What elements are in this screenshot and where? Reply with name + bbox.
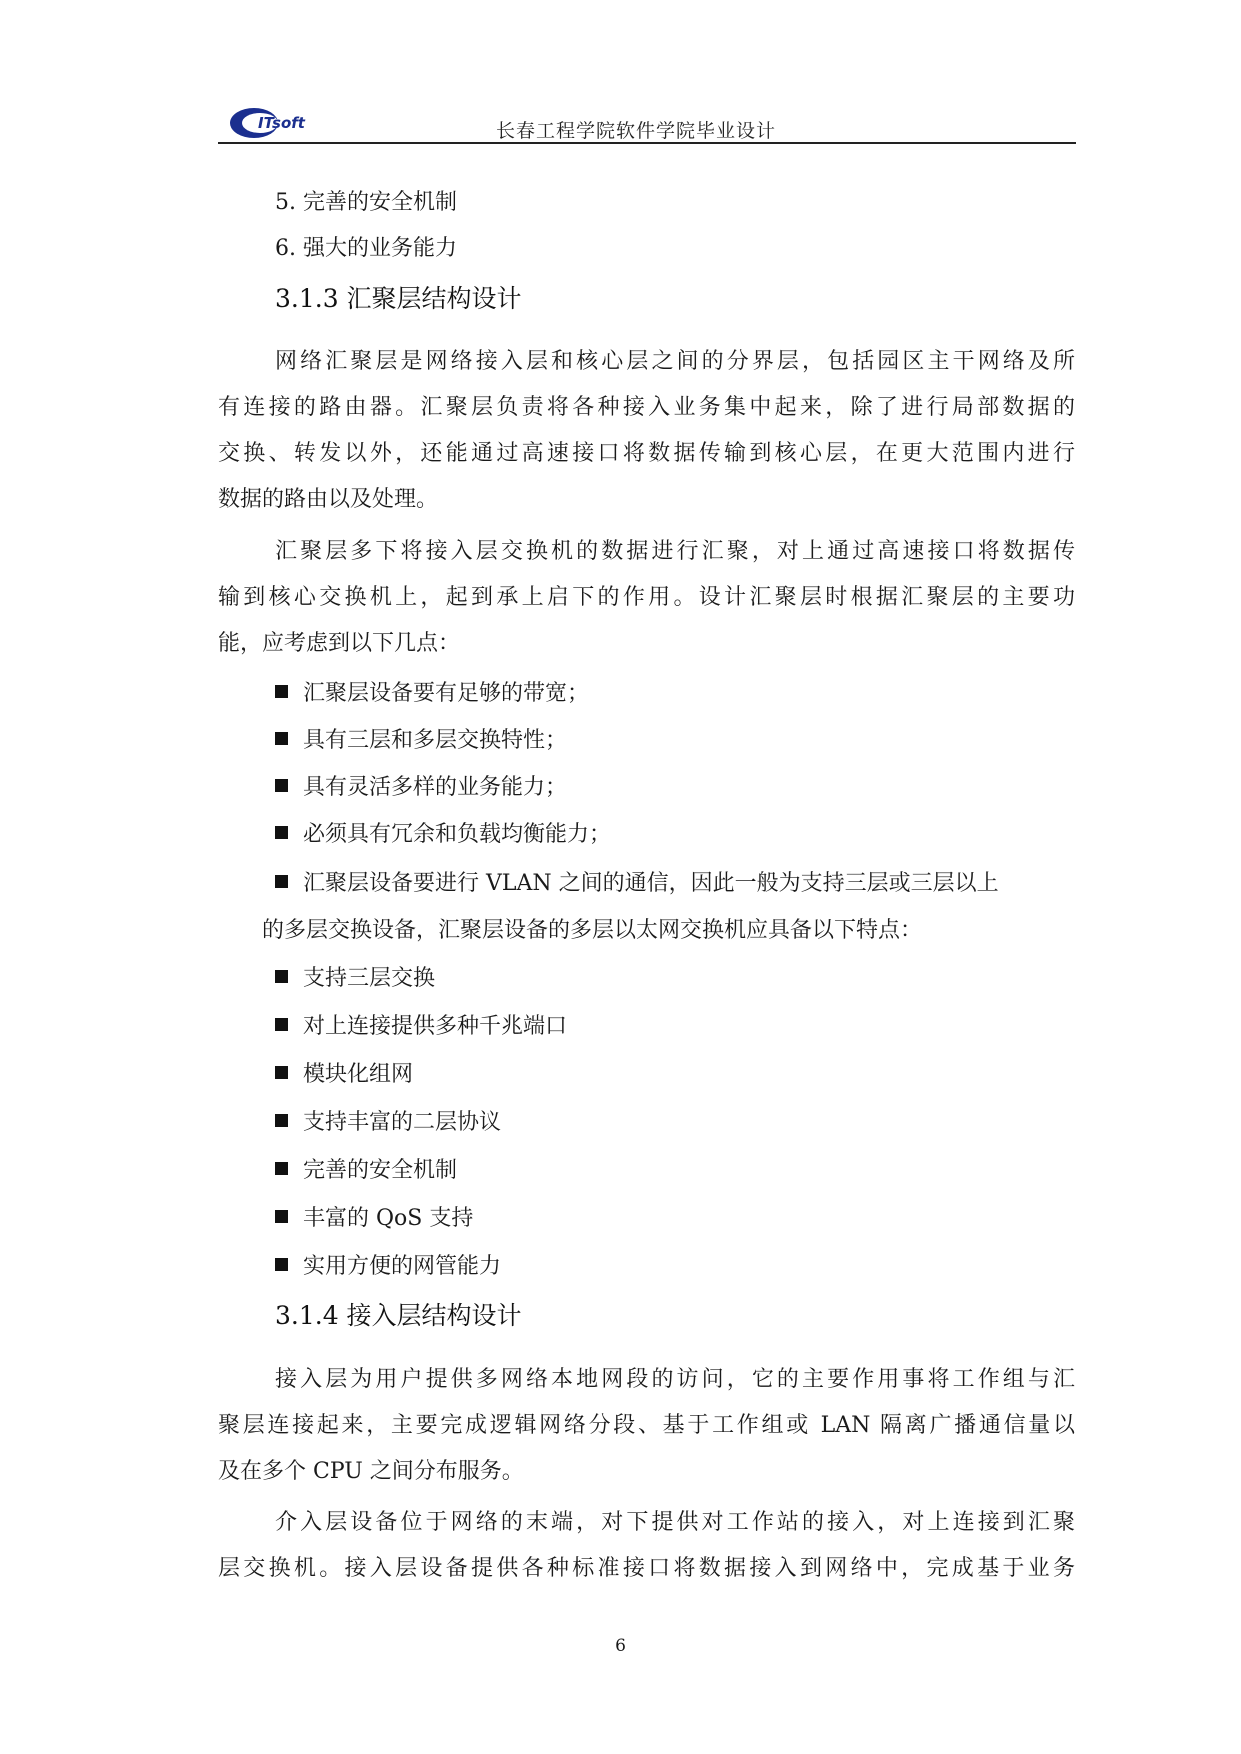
feature-item: 支持丰富的二层协议: [275, 1112, 501, 1134]
bullet-square-icon: [275, 779, 288, 792]
paragraph-line: 输到核心交换机上，起到承上启下的作用。设计汇聚层时根据汇聚层的主要功: [218, 585, 1075, 610]
bullet-item: 必须具有冗余和负载均衡能力；: [275, 824, 611, 846]
bullet-square-icon: [275, 826, 288, 839]
bullet-item: 汇聚层设备要有足够的带宽；: [275, 683, 589, 705]
bullet-square-icon: [275, 1114, 288, 1127]
bullet-continuation: 的多层交换设备，汇聚层设备的多层以太网交换机应具备以下特点：: [262, 918, 923, 943]
bullet-square-icon: [275, 970, 288, 983]
paragraph-line: 网络汇聚层是网络接入层和核心层之间的分界层，包括园区主干网络及所: [275, 349, 1075, 374]
header-title: 长春工程学院软件学院毕业设计: [496, 120, 777, 142]
bullet-square-icon: [275, 1162, 288, 1175]
feature-item: 完善的安全机制: [275, 1160, 457, 1182]
feature-item: 对上连接提供多种千兆端口: [275, 1016, 567, 1038]
feature-item: 实用方便的网管能力: [275, 1256, 501, 1278]
paragraph-line: 层交换机。接入层设备提供各种标准接口将数据接入到网络中，完成基于业务: [218, 1556, 1075, 1581]
itsoft-logo: [228, 106, 348, 140]
header-rule: [218, 142, 1076, 144]
paragraph-line: 有连接的路由器。汇聚层负责将各种接入业务集中起来，除了进行局部数据的: [218, 395, 1075, 420]
bullet-square-icon: [275, 875, 288, 888]
page-number: 6: [615, 1636, 626, 1656]
list-item: 6. 强大的业务能力: [275, 236, 457, 261]
paragraph-line: 汇聚层多下将接入层交换机的数据进行汇聚，对上通过高速接口将数据传: [275, 539, 1075, 564]
paragraph-line: 聚层连接起来，主要完成逻辑网络分段、基于工作组或 LAN 隔离广播通信量以: [218, 1413, 1075, 1438]
section-heading-313: 3.1.3 汇聚层结构设计: [275, 284, 522, 313]
svg-text:ITsoft: ITsoft: [258, 114, 305, 132]
paragraph-line: 交换、转发以外，还能通过高速接口将数据传输到核心层，在更大范围内进行: [218, 441, 1075, 466]
bullet-square-icon: [275, 1210, 288, 1223]
bullet-item: 具有三层和多层交换特性；: [275, 730, 567, 752]
bullet-square-icon: [275, 1018, 288, 1031]
paragraph-line: 接入层为用户提供多网络本地网段的访问，它的主要作用事将工作组与汇: [275, 1367, 1075, 1392]
paragraph-line: 及在多个 CPU 之间分布服务。: [218, 1459, 524, 1484]
paragraph-line: 数据的路由以及处理。: [218, 487, 439, 512]
bullet-square-icon: [275, 1066, 288, 1079]
feature-item: 模块化组网: [275, 1064, 413, 1086]
list-item: 5. 完善的安全机制: [275, 190, 457, 215]
bullet-square-icon: [275, 685, 288, 698]
bullet-square-icon: [275, 732, 288, 745]
bullet-item: 具有灵活多样的业务能力；: [275, 777, 567, 799]
paragraph-line: 介入层设备位于网络的末端，对下提供对工作站的接入，对上连接到汇聚: [275, 1510, 1075, 1535]
page-header: [218, 100, 1076, 146]
section-heading-314: 3.1.4 接入层结构设计: [275, 1301, 522, 1330]
feature-item: 丰富的 QoS 支持: [275, 1208, 473, 1230]
bullet-square-icon: [275, 1258, 288, 1271]
bullet-item: 汇聚层设备要进行 VLAN 之间的通信，因此一般为支持三层或三层以上: [275, 873, 1075, 895]
feature-item: 支持三层交换: [275, 968, 435, 990]
paragraph-line: 能，应考虑到以下几点：: [218, 631, 461, 656]
